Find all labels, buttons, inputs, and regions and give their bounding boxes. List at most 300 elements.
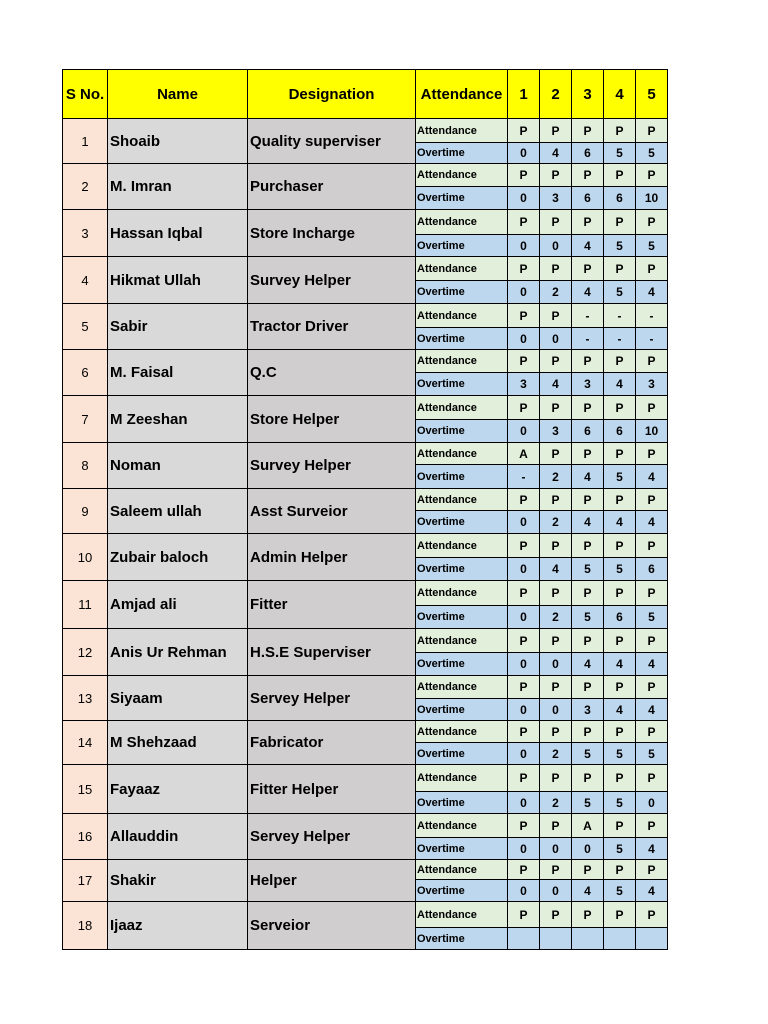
- overtime-value-cell: 5: [604, 880, 636, 902]
- overtime-value-cell: 6: [636, 558, 668, 581]
- overtime-value-cell: 6: [604, 606, 636, 629]
- table-body: [63, 119, 668, 950]
- serial-number-cell: 2: [63, 164, 108, 210]
- overtime-value-cell: 5: [572, 743, 604, 765]
- name-cell: M. Imran: [108, 164, 248, 210]
- attendance-value-cell: P: [540, 676, 572, 699]
- overtime-value-cell: 0: [508, 281, 540, 304]
- overtime-value-cell: 0: [540, 838, 572, 860]
- attendance-row: [63, 304, 668, 328]
- header-row: [63, 70, 668, 119]
- overtime-label: Overtime: [416, 235, 508, 257]
- overtime-value-cell: 0: [508, 187, 540, 210]
- overtime-value-cell: 6: [604, 420, 636, 443]
- attendance-value-cell: P: [604, 581, 636, 606]
- attendance-value-cell: P: [604, 765, 636, 792]
- serial-number-cell: 16: [63, 814, 108, 860]
- attendance-value-cell: P: [636, 765, 668, 792]
- overtime-value-cell: 0: [540, 328, 572, 350]
- designation-cell: Tractor Driver: [248, 304, 416, 350]
- attendance-value-cell: P: [636, 721, 668, 743]
- overtime-value-cell: 6: [604, 187, 636, 210]
- attendance-value-cell: P: [540, 489, 572, 511]
- overtime-value-cell: 4: [636, 511, 668, 534]
- attendance-value-cell: P: [604, 721, 636, 743]
- designation-cell: Asst Surveior: [248, 489, 416, 534]
- overtime-label: Overtime: [416, 606, 508, 629]
- overtime-value-cell: 5: [636, 235, 668, 257]
- attendance-value-cell: P: [540, 534, 572, 558]
- attendance-value-cell: P: [636, 443, 668, 465]
- attendance-value-cell: P: [636, 902, 668, 928]
- attendance-value-cell: P: [604, 814, 636, 838]
- attendance-value-cell: P: [572, 721, 604, 743]
- attendance-value-cell: P: [572, 443, 604, 465]
- overtime-value-cell: 10: [636, 187, 668, 210]
- overtime-value-cell: 5: [572, 558, 604, 581]
- overtime-label: Overtime: [416, 880, 508, 902]
- attendance-value-cell: P: [540, 721, 572, 743]
- overtime-label: Overtime: [416, 792, 508, 814]
- header-designation: Designation: [248, 70, 416, 119]
- name-cell: Shoaib: [108, 119, 248, 164]
- designation-cell: Survey Helper: [248, 443, 416, 489]
- attendance-value-cell: P: [508, 489, 540, 511]
- header-day-5: 5: [636, 70, 668, 119]
- attendance-row: [63, 489, 668, 511]
- header-attendance: Attendance: [416, 70, 508, 119]
- attendance-row: [63, 210, 668, 235]
- attendance-label: Attendance: [416, 814, 508, 838]
- overtime-value-cell: 5: [604, 465, 636, 489]
- overtime-value-cell: 4: [636, 653, 668, 676]
- serial-number-cell: 14: [63, 721, 108, 765]
- attendance-row: [63, 721, 668, 743]
- overtime-value-cell: 3: [572, 699, 604, 721]
- attendance-value-cell: P: [572, 902, 604, 928]
- overtime-label: Overtime: [416, 699, 508, 721]
- attendance-value-cell: P: [636, 581, 668, 606]
- attendance-row: [63, 765, 668, 792]
- attendance-label: Attendance: [416, 164, 508, 187]
- serial-number-cell: 18: [63, 902, 108, 950]
- overtime-value-cell: 6: [572, 420, 604, 443]
- attendance-value-cell: P: [604, 396, 636, 420]
- overtime-value-cell: 4: [636, 838, 668, 860]
- name-cell: Allauddin: [108, 814, 248, 860]
- serial-number-cell: 7: [63, 396, 108, 443]
- attendance-label: Attendance: [416, 210, 508, 235]
- attendance-row: [63, 629, 668, 653]
- overtime-value-cell: 5: [636, 606, 668, 629]
- attendance-label: Attendance: [416, 765, 508, 792]
- attendance-label: Attendance: [416, 534, 508, 558]
- attendance-value-cell: P: [508, 629, 540, 653]
- attendance-row: [63, 581, 668, 606]
- attendance-value-cell: P: [572, 350, 604, 373]
- serial-number-cell: 5: [63, 304, 108, 350]
- attendance-label: Attendance: [416, 350, 508, 373]
- attendance-value-cell: P: [572, 210, 604, 235]
- overtime-value-cell: 3: [636, 373, 668, 396]
- header-name: Name: [108, 70, 248, 119]
- name-cell: Sabir: [108, 304, 248, 350]
- overtime-value-cell: 5: [604, 792, 636, 814]
- name-cell: M. Faisal: [108, 350, 248, 396]
- overtime-value-cell: 4: [572, 235, 604, 257]
- designation-cell: Serveior: [248, 902, 416, 950]
- overtime-value-cell: 4: [636, 465, 668, 489]
- attendance-value-cell: P: [604, 257, 636, 281]
- attendance-value-cell: P: [572, 581, 604, 606]
- overtime-value-cell: 0: [508, 143, 540, 164]
- attendance-label: Attendance: [416, 721, 508, 743]
- attendance-value-cell: P: [540, 443, 572, 465]
- name-cell: M Zeeshan: [108, 396, 248, 443]
- overtime-value-cell: 4: [572, 653, 604, 676]
- attendance-value-cell: P: [508, 304, 540, 328]
- overtime-value-cell: 5: [636, 143, 668, 164]
- attendance-value-cell: P: [636, 396, 668, 420]
- overtime-value-cell: 4: [604, 511, 636, 534]
- overtime-value-cell: 4: [636, 281, 668, 304]
- overtime-value-cell: 3: [572, 373, 604, 396]
- attendance-label: Attendance: [416, 304, 508, 328]
- overtime-value-cell: 4: [572, 880, 604, 902]
- overtime-value-cell: 5: [604, 143, 636, 164]
- attendance-value-cell: P: [540, 164, 572, 187]
- name-cell: Noman: [108, 443, 248, 489]
- serial-number-cell: 4: [63, 257, 108, 304]
- attendance-value-cell: P: [508, 257, 540, 281]
- attendance-value-cell: P: [604, 350, 636, 373]
- designation-cell: Store Helper: [248, 396, 416, 443]
- overtime-label: Overtime: [416, 743, 508, 765]
- attendance-value-cell: P: [604, 676, 636, 699]
- overtime-value-cell: 4: [604, 699, 636, 721]
- name-cell: Amjad ali: [108, 581, 248, 629]
- overtime-value-cell: 4: [540, 373, 572, 396]
- overtime-value-cell: 0: [508, 606, 540, 629]
- attendance-value-cell: P: [604, 629, 636, 653]
- overtime-value-cell: 3: [508, 373, 540, 396]
- overtime-value-cell: -: [604, 328, 636, 350]
- overtime-label: Overtime: [416, 187, 508, 210]
- attendance-value-cell: P: [604, 489, 636, 511]
- attendance-value-cell: P: [540, 304, 572, 328]
- attendance-label: Attendance: [416, 629, 508, 653]
- attendance-label: Attendance: [416, 489, 508, 511]
- designation-cell: Fitter: [248, 581, 416, 629]
- serial-number-cell: 6: [63, 350, 108, 396]
- overtime-value-cell: 0: [508, 792, 540, 814]
- attendance-value-cell: P: [572, 534, 604, 558]
- attendance-value-cell: P: [540, 765, 572, 792]
- overtime-value-cell: 0: [508, 420, 540, 443]
- overtime-value-cell: 4: [540, 558, 572, 581]
- attendance-value-cell: P: [604, 164, 636, 187]
- designation-cell: Admin Helper: [248, 534, 416, 581]
- attendance-value-cell: P: [508, 721, 540, 743]
- attendance-value-cell: -: [572, 304, 604, 328]
- attendance-label: Attendance: [416, 902, 508, 928]
- designation-cell: Servey Helper: [248, 814, 416, 860]
- overtime-value-cell: 5: [572, 792, 604, 814]
- overtime-value-cell: 2: [540, 511, 572, 534]
- attendance-row: [63, 164, 668, 187]
- attendance-value-cell: P: [572, 489, 604, 511]
- attendance-row: [63, 350, 668, 373]
- attendance-label: Attendance: [416, 119, 508, 143]
- overtime-label: Overtime: [416, 838, 508, 860]
- overtime-value-cell: -: [572, 328, 604, 350]
- overtime-label: Overtime: [416, 281, 508, 304]
- overtime-value-cell: 3: [540, 420, 572, 443]
- attendance-row: [63, 119, 668, 143]
- attendance-value-cell: P: [572, 629, 604, 653]
- attendance-value-cell: P: [540, 629, 572, 653]
- attendance-row: [63, 534, 668, 558]
- overtime-value-cell: 4: [636, 699, 668, 721]
- attendance-value-cell: P: [636, 257, 668, 281]
- overtime-value-cell: 3: [540, 187, 572, 210]
- attendance-value-cell: P: [572, 164, 604, 187]
- attendance-value-cell: P: [572, 765, 604, 792]
- attendance-value-cell: P: [540, 119, 572, 143]
- header-day-3: 3: [572, 70, 604, 119]
- attendance-value-cell: P: [636, 489, 668, 511]
- attendance-value-cell: P: [540, 581, 572, 606]
- overtime-value-cell: [604, 928, 636, 950]
- attendance-value-cell: P: [636, 814, 668, 838]
- attendance-row: [63, 676, 668, 699]
- overtime-value-cell: 4: [636, 880, 668, 902]
- attendance-value-cell: P: [572, 257, 604, 281]
- overtime-label: Overtime: [416, 420, 508, 443]
- overtime-value-cell: 0: [508, 880, 540, 902]
- attendance-row: [63, 814, 668, 838]
- overtime-value-cell: [636, 928, 668, 950]
- overtime-value-cell: 5: [572, 606, 604, 629]
- attendance-value-cell: P: [508, 210, 540, 235]
- designation-cell: Helper: [248, 860, 416, 902]
- overtime-label: Overtime: [416, 653, 508, 676]
- attendance-value-cell: P: [540, 350, 572, 373]
- serial-number-cell: 3: [63, 210, 108, 257]
- name-cell: M Shehzaad: [108, 721, 248, 765]
- overtime-value-cell: 6: [572, 187, 604, 210]
- attendance-value-cell: P: [636, 534, 668, 558]
- attendance-sheet: [62, 69, 668, 950]
- attendance-value-cell: P: [636, 860, 668, 880]
- overtime-value-cell: 0: [508, 743, 540, 765]
- serial-number-cell: 12: [63, 629, 108, 676]
- header-day-1: 1: [508, 70, 540, 119]
- attendance-value-cell: P: [572, 676, 604, 699]
- overtime-value-cell: [508, 928, 540, 950]
- designation-cell: Survey Helper: [248, 257, 416, 304]
- overtime-value-cell: 2: [540, 465, 572, 489]
- overtime-label: Overtime: [416, 558, 508, 581]
- attendance-value-cell: P: [508, 581, 540, 606]
- attendance-label: Attendance: [416, 860, 508, 880]
- overtime-value-cell: 4: [540, 143, 572, 164]
- designation-cell: Quality superviser: [248, 119, 416, 164]
- overtime-value-cell: 0: [540, 880, 572, 902]
- overtime-label: Overtime: [416, 328, 508, 350]
- attendance-value-cell: P: [636, 210, 668, 235]
- serial-number-cell: 8: [63, 443, 108, 489]
- overtime-value-cell: 4: [572, 465, 604, 489]
- designation-cell: Servey Helper: [248, 676, 416, 721]
- attendance-value-cell: P: [540, 814, 572, 838]
- attendance-value-cell: P: [604, 119, 636, 143]
- overtime-value-cell: 0: [508, 653, 540, 676]
- attendance-value-cell: P: [604, 210, 636, 235]
- designation-cell: Fabricator: [248, 721, 416, 765]
- attendance-value-cell: P: [636, 676, 668, 699]
- overtime-value-cell: 2: [540, 743, 572, 765]
- overtime-label: Overtime: [416, 511, 508, 534]
- attendance-value-cell: P: [636, 119, 668, 143]
- designation-cell: Fitter Helper: [248, 765, 416, 814]
- overtime-value-cell: 2: [540, 792, 572, 814]
- attendance-value-cell: P: [508, 902, 540, 928]
- attendance-value-cell: P: [540, 860, 572, 880]
- overtime-value-cell: 2: [540, 281, 572, 304]
- overtime-value-cell: [572, 928, 604, 950]
- name-cell: Hikmat Ullah: [108, 257, 248, 304]
- overtime-label: Overtime: [416, 928, 508, 950]
- overtime-value-cell: 0: [540, 699, 572, 721]
- overtime-value-cell: 5: [604, 558, 636, 581]
- attendance-row: [63, 902, 668, 928]
- attendance-value-cell: P: [508, 164, 540, 187]
- attendance-row: [63, 860, 668, 880]
- overtime-value-cell: 4: [572, 511, 604, 534]
- attendance-value-cell: A: [508, 443, 540, 465]
- attendance-value-cell: P: [540, 210, 572, 235]
- designation-cell: Purchaser: [248, 164, 416, 210]
- attendance-value-cell: P: [604, 443, 636, 465]
- attendance-value-cell: P: [508, 534, 540, 558]
- overtime-value-cell: 5: [604, 743, 636, 765]
- attendance-value-cell: -: [604, 304, 636, 328]
- overtime-value-cell: 4: [604, 373, 636, 396]
- header-day-4: 4: [604, 70, 636, 119]
- overtime-value-cell: -: [636, 328, 668, 350]
- overtime-value-cell: 5: [604, 235, 636, 257]
- overtime-value-cell: 6: [572, 143, 604, 164]
- attendance-value-cell: -: [636, 304, 668, 328]
- overtime-value-cell: 0: [508, 511, 540, 534]
- overtime-value-cell: 0: [508, 699, 540, 721]
- attendance-value-cell: P: [572, 860, 604, 880]
- serial-number-cell: 17: [63, 860, 108, 902]
- overtime-value-cell: 0: [508, 235, 540, 257]
- attendance-value-cell: P: [508, 119, 540, 143]
- name-cell: Anis Ur Rehman: [108, 629, 248, 676]
- serial-number-cell: 9: [63, 489, 108, 534]
- attendance-table: [62, 69, 668, 950]
- header-sno: S No.: [63, 70, 108, 119]
- overtime-value-cell: 5: [604, 281, 636, 304]
- attendance-value-cell: P: [508, 350, 540, 373]
- overtime-value-cell: 4: [572, 281, 604, 304]
- attendance-value-cell: P: [572, 396, 604, 420]
- attendance-value-cell: P: [636, 629, 668, 653]
- overtime-value-cell: [540, 928, 572, 950]
- overtime-value-cell: 2: [540, 606, 572, 629]
- designation-cell: H.S.E Superviser: [248, 629, 416, 676]
- overtime-value-cell: 4: [604, 653, 636, 676]
- overtime-value-cell: 5: [604, 838, 636, 860]
- serial-number-cell: 15: [63, 765, 108, 814]
- attendance-label: Attendance: [416, 676, 508, 699]
- attendance-value-cell: P: [540, 902, 572, 928]
- name-cell: Fayaaz: [108, 765, 248, 814]
- attendance-value-cell: P: [508, 814, 540, 838]
- name-cell: Hassan Iqbal: [108, 210, 248, 257]
- serial-number-cell: 13: [63, 676, 108, 721]
- attendance-label: Attendance: [416, 257, 508, 281]
- attendance-value-cell: P: [540, 257, 572, 281]
- attendance-value-cell: P: [508, 676, 540, 699]
- attendance-value-cell: P: [508, 860, 540, 880]
- name-cell: Ijaaz: [108, 902, 248, 950]
- overtime-label: Overtime: [416, 143, 508, 164]
- name-cell: Saleem ullah: [108, 489, 248, 534]
- name-cell: Siyaam: [108, 676, 248, 721]
- attendance-label: Attendance: [416, 396, 508, 420]
- overtime-value-cell: 0: [508, 328, 540, 350]
- overtime-value-cell: 0: [572, 838, 604, 860]
- attendance-value-cell: P: [636, 350, 668, 373]
- attendance-value-cell: P: [604, 534, 636, 558]
- attendance-row: [63, 443, 668, 465]
- overtime-value-cell: 0: [508, 838, 540, 860]
- serial-number-cell: 10: [63, 534, 108, 581]
- serial-number-cell: 11: [63, 581, 108, 629]
- overtime-label: Overtime: [416, 465, 508, 489]
- attendance-value-cell: P: [508, 765, 540, 792]
- overtime-value-cell: 0: [540, 235, 572, 257]
- attendance-value-cell: P: [636, 164, 668, 187]
- overtime-value-cell: 0: [636, 792, 668, 814]
- header-day-2: 2: [540, 70, 572, 119]
- attendance-label: Attendance: [416, 443, 508, 465]
- attendance-value-cell: P: [572, 119, 604, 143]
- attendance-row: [63, 396, 668, 420]
- attendance-value-cell: A: [572, 814, 604, 838]
- attendance-value-cell: P: [604, 902, 636, 928]
- overtime-value-cell: 5: [636, 743, 668, 765]
- attendance-label: Attendance: [416, 581, 508, 606]
- attendance-value-cell: P: [540, 396, 572, 420]
- designation-cell: Store Incharge: [248, 210, 416, 257]
- attendance-value-cell: P: [604, 860, 636, 880]
- attendance-row: [63, 257, 668, 281]
- name-cell: Zubair baloch: [108, 534, 248, 581]
- overtime-value-cell: -: [508, 465, 540, 489]
- name-cell: Shakir: [108, 860, 248, 902]
- overtime-value-cell: 0: [540, 653, 572, 676]
- attendance-value-cell: P: [508, 396, 540, 420]
- designation-cell: Q.C: [248, 350, 416, 396]
- serial-number-cell: 1: [63, 119, 108, 164]
- overtime-label: Overtime: [416, 373, 508, 396]
- overtime-value-cell: 0: [508, 558, 540, 581]
